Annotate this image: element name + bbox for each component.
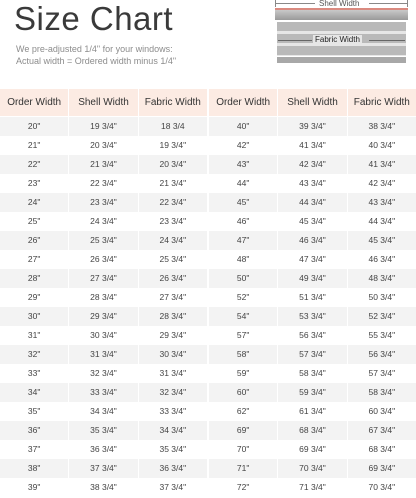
- size-table-left: [0, 89, 207, 497]
- cell-shell-width: 51 3/4": [277, 288, 346, 307]
- cell-shell-width: 33 3/4": [68, 383, 137, 402]
- header-order-width: Order Width: [216, 97, 271, 108]
- cell-fabric-width: 24 3/4": [138, 231, 207, 250]
- cell-shell-width: 27 3/4": [68, 269, 137, 288]
- cell-shell-width: 43 3/4": [277, 174, 346, 193]
- cell-fabric-width: 55 3/4": [347, 326, 416, 345]
- table-row: [209, 459, 416, 478]
- cell-shell-width: 44 3/4": [277, 193, 346, 212]
- cell-order-width: 62": [236, 406, 250, 416]
- cell-fabric-width: 34 3/4": [138, 421, 207, 440]
- cell-order-width: 43": [236, 159, 250, 169]
- cell-fabric-width: 67 3/4": [347, 421, 416, 440]
- shell-width-tick-right: [407, 0, 408, 7]
- note-line-2: Actual width = Ordered width minus 1/4": [16, 56, 177, 66]
- cell-order-width: 32": [27, 349, 41, 359]
- cell-shell-width: 42 3/4": [277, 155, 346, 174]
- headrail-shell: [275, 8, 408, 20]
- table-header: [209, 89, 416, 116]
- header-fabric-width: Fabric Width: [138, 89, 207, 116]
- cell-fabric-width: 28 3/4": [138, 307, 207, 326]
- cell-shell-width: 19 3/4": [68, 117, 137, 136]
- cell-fabric-width: 46 3/4": [347, 250, 416, 269]
- cell-order-width: 27": [27, 254, 41, 264]
- table-row: [209, 117, 416, 136]
- note-line-1: We pre-adjusted 1/4" for your windows:: [16, 44, 173, 54]
- table-row: [0, 136, 207, 155]
- table-row: [0, 212, 207, 231]
- cell-shell-width: 23 3/4": [68, 193, 137, 212]
- cell-fabric-width: 42 3/4": [347, 174, 416, 193]
- table-row: [209, 440, 416, 459]
- cell-order-width: 35": [27, 406, 41, 416]
- cell-shell-width: 53 3/4": [277, 307, 346, 326]
- table-row: [209, 269, 416, 288]
- cell-order-width: 22": [27, 159, 41, 169]
- cell-fabric-width: 18 3/4: [138, 117, 207, 136]
- shell-width-label: Shell Width: [319, 0, 360, 8]
- cell-shell-width: 35 3/4": [68, 421, 137, 440]
- cell-fabric-width: 40 3/4": [347, 136, 416, 155]
- cell-shell-width: 22 3/4": [68, 174, 137, 193]
- fabric-width-label: Fabric Width: [315, 35, 360, 44]
- cell-fabric-width: 20 3/4": [138, 155, 207, 174]
- cell-shell-width: 29 3/4": [68, 307, 137, 326]
- cell-order-width: 72": [236, 482, 250, 492]
- table-row: [209, 288, 416, 307]
- cell-order-width: 46": [236, 216, 250, 226]
- cell-fabric-width: 38 3/4": [347, 117, 416, 136]
- table-row: [209, 421, 416, 440]
- table-row: [209, 212, 416, 231]
- cell-fabric-width: 23 3/4": [138, 212, 207, 231]
- fabric-width-line-right: [369, 40, 405, 41]
- cell-shell-width: 56 3/4": [277, 326, 346, 345]
- table-row: [0, 421, 207, 440]
- cell-shell-width: 24 3/4": [68, 212, 137, 231]
- page-title: Size Chart: [14, 0, 174, 37]
- header-shell-width: Shell Width: [277, 89, 346, 116]
- cell-fabric-width: 36 3/4": [138, 459, 207, 478]
- cell-order-width: 28": [27, 273, 41, 283]
- cell-order-width: 26": [27, 235, 41, 245]
- table-row: [0, 174, 207, 193]
- table-row: [209, 345, 416, 364]
- table-row: [209, 136, 416, 155]
- cell-fabric-width: 27 3/4": [138, 288, 207, 307]
- header-shell-width: Shell Width: [68, 89, 137, 116]
- cell-shell-width: 30 3/4": [68, 326, 137, 345]
- cell-fabric-width: 56 3/4": [347, 345, 416, 364]
- cell-fabric-width: 70 3/4": [347, 478, 416, 497]
- cell-fabric-width: 69 3/4": [347, 459, 416, 478]
- cell-shell-width: 41 3/4": [277, 136, 346, 155]
- cell-shell-width: 70 3/4": [277, 459, 346, 478]
- cell-fabric-width: 35 3/4": [138, 440, 207, 459]
- cell-order-width: 38": [27, 463, 41, 473]
- table-body-left: [0, 116, 207, 497]
- cell-fabric-width: 44 3/4": [347, 212, 416, 231]
- cell-fabric-width: 57 3/4": [347, 364, 416, 383]
- cell-shell-width: 69 3/4": [277, 440, 346, 459]
- cell-shell-width: 25 3/4": [68, 231, 137, 250]
- cell-fabric-width: 60 3/4": [347, 402, 416, 421]
- cell-fabric-width: 21 3/4": [138, 174, 207, 193]
- cell-order-width: 47": [236, 235, 250, 245]
- cell-fabric-width: 26 3/4": [138, 269, 207, 288]
- table-row: [0, 440, 207, 459]
- cell-order-width: 20": [27, 121, 41, 131]
- cell-order-width: 70": [236, 444, 250, 454]
- cell-fabric-width: 19 3/4": [138, 136, 207, 155]
- cell-order-width: 33": [27, 368, 41, 378]
- table-row: [209, 250, 416, 269]
- table-body-right: [209, 116, 416, 497]
- table-row: [0, 478, 207, 497]
- cell-order-width: 40": [236, 121, 250, 131]
- cell-shell-width: 38 3/4": [68, 478, 137, 497]
- cell-order-width: 50": [236, 273, 250, 283]
- cell-fabric-width: 43 3/4": [347, 193, 416, 212]
- cell-shell-width: 58 3/4": [277, 364, 346, 383]
- cell-order-width: 59": [236, 368, 250, 378]
- cell-order-width: 36": [27, 425, 41, 435]
- cell-shell-width: 39 3/4": [277, 117, 346, 136]
- cell-fabric-width: 32 3/4": [138, 383, 207, 402]
- cell-shell-width: 20 3/4": [68, 136, 137, 155]
- cell-fabric-width: 30 3/4": [138, 345, 207, 364]
- cell-fabric-width: 52 3/4": [347, 307, 416, 326]
- table-row: [0, 383, 207, 402]
- cell-shell-width: 32 3/4": [68, 364, 137, 383]
- cell-fabric-width: 68 3/4": [347, 440, 416, 459]
- cell-fabric-width: 48 3/4": [347, 269, 416, 288]
- cell-fabric-width: 50 3/4": [347, 288, 416, 307]
- cell-fabric-width: 29 3/4": [138, 326, 207, 345]
- table-row: [0, 402, 207, 421]
- size-table-right: [209, 89, 416, 497]
- cell-order-width: 69": [236, 425, 250, 435]
- shell-width-line-left: [275, 3, 315, 4]
- table-row: [209, 155, 416, 174]
- table-row: [209, 383, 416, 402]
- cell-shell-width: 36 3/4": [68, 440, 137, 459]
- cell-shell-width: 61 3/4": [277, 402, 346, 421]
- cell-fabric-width: 31 3/4": [138, 364, 207, 383]
- cell-order-width: 34": [27, 387, 41, 397]
- cell-fabric-width: 33 3/4": [138, 402, 207, 421]
- cell-shell-width: 59 3/4": [277, 383, 346, 402]
- cell-order-width: 25": [27, 216, 41, 226]
- cell-order-width: 39": [27, 482, 41, 492]
- cell-fabric-width: 58 3/4": [347, 383, 416, 402]
- table-row: [209, 231, 416, 250]
- cell-shell-width: 31 3/4": [68, 345, 137, 364]
- cell-order-width: 54": [236, 311, 250, 321]
- cell-order-width: 31": [27, 330, 41, 340]
- table-row: [0, 364, 207, 383]
- cell-order-width: 45": [236, 197, 250, 207]
- table-row: [0, 269, 207, 288]
- cell-fabric-width: 45 3/4": [347, 231, 416, 250]
- cell-order-width: 24": [27, 197, 41, 207]
- cell-order-width: 44": [236, 178, 250, 188]
- table-row: [209, 364, 416, 383]
- cell-shell-width: 49 3/4": [277, 269, 346, 288]
- fabric-width-line-left: [278, 40, 312, 41]
- table-row: [209, 478, 416, 497]
- table-row: [209, 307, 416, 326]
- cell-shell-width: 28 3/4": [68, 288, 137, 307]
- blind-width-diagram: [273, 0, 411, 64]
- header-fabric-width: Fabric Width: [347, 89, 416, 116]
- cell-order-width: 37": [27, 444, 41, 454]
- cell-shell-width: 21 3/4": [68, 155, 137, 174]
- cell-order-width: 30": [27, 311, 41, 321]
- cell-fabric-width: 41 3/4": [347, 155, 416, 174]
- cell-shell-width: 26 3/4": [68, 250, 137, 269]
- table-row: [0, 288, 207, 307]
- cell-order-width: 58": [236, 349, 250, 359]
- shell-width-line-right: [369, 3, 407, 4]
- table-row: [0, 459, 207, 478]
- cell-order-width: 71": [236, 463, 250, 473]
- cell-fabric-width: 22 3/4": [138, 193, 207, 212]
- table-row: [209, 193, 416, 212]
- table-header: [0, 89, 207, 116]
- cell-shell-width: 47 3/4": [277, 250, 346, 269]
- table-row: [209, 174, 416, 193]
- table-row: [0, 307, 207, 326]
- table-row: [0, 345, 207, 364]
- table-row: [0, 231, 207, 250]
- cell-shell-width: 68 3/4": [277, 421, 346, 440]
- cell-fabric-width: 37 3/4": [138, 478, 207, 497]
- cell-order-width: 29": [27, 292, 41, 302]
- cell-shell-width: 34 3/4": [68, 402, 137, 421]
- cell-shell-width: 46 3/4": [277, 231, 346, 250]
- table-row: [209, 326, 416, 345]
- table-row: [0, 193, 207, 212]
- table-row: [0, 326, 207, 345]
- bottom-rail: [277, 57, 406, 63]
- cell-order-width: 48": [236, 254, 250, 264]
- cell-shell-width: 45 3/4": [277, 212, 346, 231]
- cell-order-width: 57": [236, 330, 250, 340]
- table-row: [0, 155, 207, 174]
- cell-shell-width: 57 3/4": [277, 345, 346, 364]
- cell-order-width: 60": [236, 387, 250, 397]
- cell-order-width: 52": [236, 292, 250, 302]
- cell-order-width: 42": [236, 140, 250, 150]
- table-row: [0, 117, 207, 136]
- cell-shell-width: 37 3/4": [68, 459, 137, 478]
- adjustment-note: [16, 43, 256, 67]
- header-order-width: Order Width: [7, 97, 62, 108]
- cell-order-width: 23": [27, 178, 41, 188]
- cell-order-width: 21": [27, 140, 41, 150]
- cell-shell-width: 71 3/4": [277, 478, 346, 497]
- cell-fabric-width: 25 3/4": [138, 250, 207, 269]
- table-row: [209, 402, 416, 421]
- table-row: [0, 250, 207, 269]
